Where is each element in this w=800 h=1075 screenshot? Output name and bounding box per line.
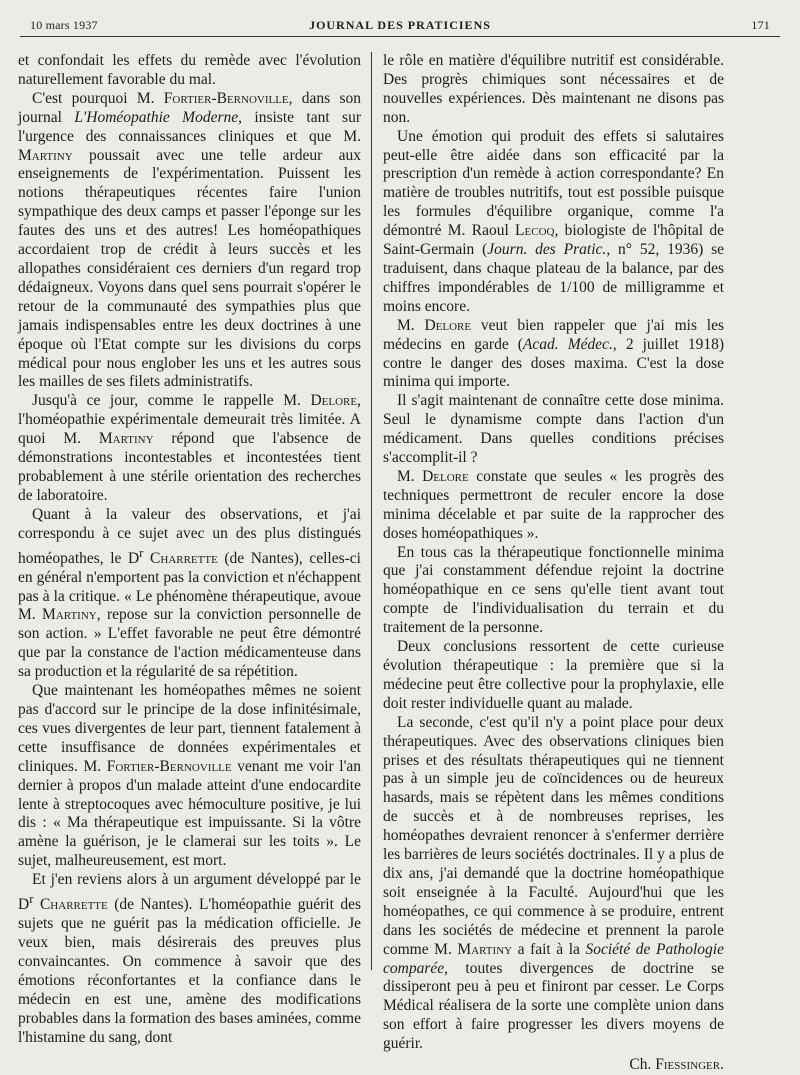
author-name: Martiny: [42, 606, 97, 624]
text-run: répond que l'absence de démonstrations incontestables et incontestées tient probablement à une stérile orientation des recherches de laboratoire.: [18, 430, 361, 504]
text-run: , insiste tant sur l'urgence des connaissances cliniques et que M.: [18, 108, 361, 145]
superscript: r: [139, 544, 144, 560]
text-run: , biologiste de l'hôpital de Saint-Germain (: [383, 222, 724, 259]
text-run: (de Nantes). L'homéopathie guérit des sujets que ne guérit pas la médication officielle. Je veux bien, mais désirerais des preuves plus convaincantes. On commence à savoir que des émotions réconfortantes et la confiance dans le médecin en est une, amène des modifications probables dans la formation des bases aminées, comme l'histamine du sang, dont: [18, 896, 361, 1046]
paragraph: [383, 52, 724, 128]
author-name: Fiessinger: [655, 1056, 721, 1074]
text-run: a fait à la: [512, 940, 586, 958]
column-divider: [371, 52, 372, 970]
text-run: , dans son journal: [18, 89, 361, 126]
paragraph: [383, 638, 724, 714]
text-run: Jusqu'à ce jour, comme le rappelle M.: [32, 392, 311, 410]
text-run: En tous cas la thérapeutique fonctionnelle minima que j'ai constamment défendue rejoint la doctrine homéopathique en ce sens qu'elle tient avant tout compte de l'individualisation du terrain et du traitement de la personne.: [383, 543, 724, 637]
author-name: Charrette: [150, 549, 218, 567]
paragraph: [383, 468, 724, 544]
text-run: Une émotion qui produit des effets si salutaires peut-elle être aidée dans son efficacité par la prescription d'un remède à action correspondante? En matière de troubles nutritifs, tout est possible puisque les formules d'équilibre organique, comme l'a démontré M. Raoul: [383, 127, 724, 240]
text-run: le rôle en matière d'équilibre nutritif est considérable. Des progrès chimiques sont nécessaires et de nouvelles expériences. Dès maintenant ne disons pas non.: [383, 52, 724, 126]
text-run: Ch.: [629, 1056, 656, 1074]
author-name: Fortier-Bernoville: [163, 89, 289, 107]
author-name: Martiny: [18, 146, 73, 164]
italic-title: L'Homéopathie Moderne: [74, 108, 239, 126]
author-name: Delore: [422, 467, 469, 485]
right-column: [383, 52, 724, 1075]
author-name: Lecoq: [515, 222, 555, 240]
superscript: r: [29, 891, 34, 907]
text-run: Deux conclusions ressortent de cette curieuse évolution thérapeutique : la première que si la médecine peut être collective pour la prophylaxie, elle doit rester individuelle quant au malade.: [383, 638, 724, 712]
text-run: et confondait les effets du remède avec l'évolution naturellement favorable du mal.: [18, 52, 361, 88]
text-run: Quant à la valeur des observations, et j'ai correspondu à ce sujet avec un des plus distingués homéopathes, le D: [18, 505, 361, 567]
text-run: venant me voir l'an dernier à propos d'un malade atteint d'une endocardite lente à streptocoques avec hémoculture positive, je lui dis : « Ma thérapeutique est impuissante. Si la vôtre amène la guérison, je le clamerai sur les toits ». Le sujet, malheureusement, est mort.: [18, 757, 361, 870]
text-run: veut bien rappeler que j'ai mis les médecins en garde (: [383, 316, 724, 353]
text-run: (de Nantes), celles-ci en général n'emportent pas la conviction et n'échappent pas à la critique. « Le phénomène thérapeutique, avoue M.: [18, 549, 361, 624]
italic-title: Société de Pathologie comparée: [383, 940, 724, 977]
paragraph: [383, 317, 724, 393]
text-run: M.: [397, 467, 423, 485]
paragraph: [383, 714, 724, 1054]
text-run: poussait avec une telle ardeur aux enseignements de l'expérimentation. Puissent les notions thérapeutiques récentes faire l'union sympathique des deux camps et passer l'éponge sur les fautes des uns et des autres! Les homéopathiques accordaient trop de crédit à leurs succès et les allopathes considéraient ces derniers d'un regard trop dédaigneux. Voyons dans quel sens pourrait s'opérer le retour de la communauté des sympathies plus que jamais indispensables entre les deux doctrines à une époque où l'Etat compte sur les divisions du corps médical pour nous englober les uns et les autres sous les mailles de ses filets administratifs.: [18, 146, 361, 391]
italic-title: Journ. des Pratic.: [487, 241, 607, 259]
author-name: Delore: [310, 392, 358, 410]
issue-date: 10 mars 1937: [30, 18, 98, 32]
paragraph: [18, 52, 361, 90]
text-run: Que maintenant les homéopathes mêmes ne soient pas d'accord sur le principe de la dose infinitésimale, ces vues divergentes de leur part, tiennent fatalement à cette insuffisance de données expérimentales et cliniques. M.: [18, 682, 361, 775]
paragraph: [18, 392, 361, 505]
text-run: , 2 juillet 1918) contre le danger des doses maxima. C'est la dose minima qui importe.: [383, 335, 725, 391]
text-run: , n° 52, 1936) se traduisent, dans chaque plateau de la balance, par des chiffres impondérables de 1/100 de milligramme et moins encore.: [383, 241, 724, 315]
author-signature: [383, 1056, 724, 1075]
left-column: [18, 52, 361, 1047]
paragraph: [383, 392, 724, 468]
text-run: .: [720, 1056, 724, 1074]
italic-title: Acad. Médec.: [522, 335, 613, 353]
text-run: La seconde, c'est qu'il n'y a point place pour deux thérapeutiques. Avec des observations cliniques bien prises et des résultats thérapeutiques qui ne tiennent pas à un simple jeu de coïncidences ou de heureux hasards, mais se répètent dans les mêmes conditions de succès et à de nombreuses reprises, les homéopathes devraient renoncer à s'enfermer derrière les barrières de leurs sociétés doctrinales. Il y a plus de dix ans, j'ai demandé que la doctrine homéopathique soit enseignée à la Faculté. Aujourd'hui que les homéopathes, ce qui commence à se produire, entrent dans les sociétés de médecine et prennent la parole comme M.: [383, 713, 724, 958]
author-name: Martiny: [457, 940, 513, 958]
text-run: Il s'agit maintenant de connaître cette dose minima. Seul le dynamisme compte dans l'action d'un médicament. Dans quelles conditions précises s'accomplit-il ?: [383, 392, 724, 467]
text-run: , repose sur la conviction personnelle de son action. » L'effet favorable ne peut être démontré que par la constance de l'action médicamenteuse dans sa production et la régularité de sa répétition.: [18, 606, 361, 681]
author-name: Martiny: [98, 430, 154, 448]
text-run: , l'homéopathie expérimentale demeurait très limitée. A quoi M.: [18, 392, 361, 448]
paragraph: [18, 506, 361, 682]
text-run: , toutes divergences de doctrine se dissiperont peu à peu et finiront par cesser. Le Corps Médical réalisera de la sorte une complète union dans son effort à faire progresser les divers moyens de guérir.: [383, 959, 724, 1053]
paragraph: [18, 682, 361, 871]
paragraph: [383, 128, 724, 317]
author-name: Fortier-Bernoville: [106, 757, 232, 775]
text-run: constate que seules « les progrès des techniques permettront de reculer encore la dose minima décelable et par suite de la rapprocher des doses homéopathiques ».: [383, 467, 724, 542]
page-number: 171: [751, 18, 770, 32]
text-run: C'est pourquoi M.: [32, 89, 164, 107]
paragraph: [383, 544, 724, 639]
text-run: Et j'en reviens alors à un argument développé par le D: [18, 871, 361, 914]
author-name: Delore: [424, 316, 472, 334]
author-name: Charrette: [39, 896, 108, 914]
journal-title: JOURNAL DES PRATICIENS: [309, 18, 491, 32]
running-header: [20, 14, 780, 37]
text-run: M.: [397, 316, 425, 334]
paragraph: [18, 871, 361, 1047]
paragraph: [18, 90, 361, 393]
